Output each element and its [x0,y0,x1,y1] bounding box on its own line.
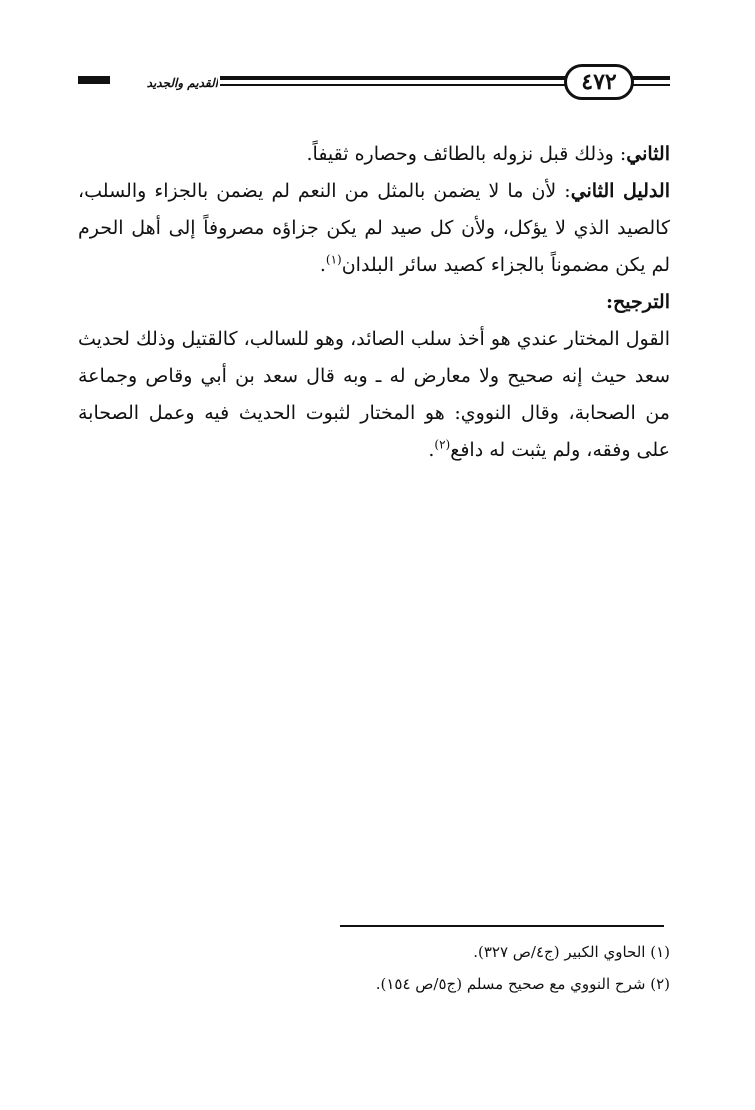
sentence-end: . [428,439,435,461]
running-title: القديم والجديد [146,76,218,90]
footnote-2: (٢) شرح النووي مع صحيح مسلم (ج٥/ص ١٥٤). [375,975,670,993]
paragraph-text: : لأن ما لا يضمن بالمثل من النعم لم يضمن بالجزاء والسلب، كالصيد الذي لا يؤكل، ولأن كل صيد لم يكن جزاؤه مصروفاً إلى أهل الحرم لم يكن مضموناً بالجزاء كصيد سائر البلدان [78,180,670,276]
sentence-end: . [319,254,326,276]
term-second: الثاني [626,143,670,165]
section-heading-tarjih: الترجيح: [605,291,670,313]
page-number: ٤٧٢ [564,64,634,100]
term-second-evidence: الدليل الثاني [570,180,670,202]
paragraph-second-evidence [78,173,670,284]
footnote-ref-1[interactable]: (١) [325,252,342,267]
paragraph-second-opinion [78,136,670,173]
paragraph-conclusion [78,321,670,469]
header-rule-end [630,76,670,86]
footnotes [78,936,670,1000]
paragraph-text: : وذلك قبل نزوله بالطائف وحصاره ثقيفاً. [306,143,627,165]
header-ornament-bar [78,76,110,84]
footnote-separator [340,925,664,927]
running-header [78,62,670,106]
header-rule [220,76,566,86]
footnote-ref-2[interactable]: (٢) [434,437,451,452]
paragraph-text: القول المختار عندي هو أخذ سلب الصائد، وهو للسالب، كالقتيل وذلك لحديث سعد حيث إنه صحيح ولا معارض له ـ وبه قال سعد بن أبي وقاص وجماعة من الصحابة، وقال النووي: هو المختار لثبوت الحديث فيه وعمل الصحابة على وفقه، ولم يثبت له دافع [78,328,670,461]
main-text [78,136,670,469]
footnote-1: (١) الحاوي الكبير (ج٤/ص ٣٢٧). [473,943,670,961]
